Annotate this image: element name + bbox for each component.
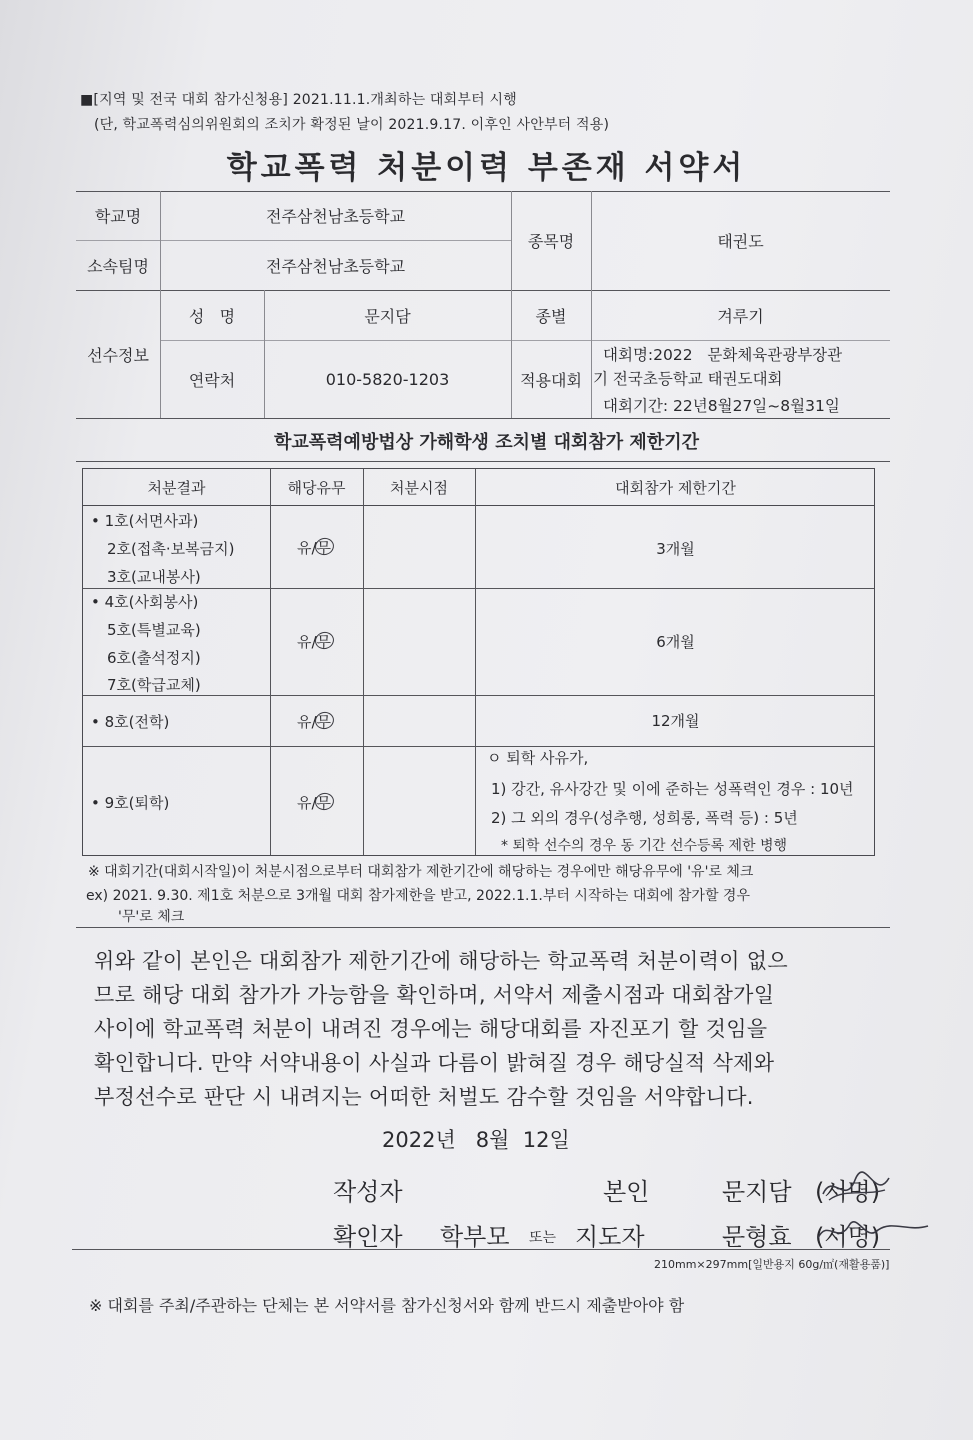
school-value: 전주삼천남초등학교 xyxy=(265,207,406,226)
competition-name-cont: 기 전국초등학교 태권도대회 xyxy=(593,370,783,388)
paper-spec: 210mm×297mm[일반용지 60g/㎡(재활용품)] xyxy=(654,1258,890,1271)
expulsion-reason-heading: ㅇ 퇴학 사유가, xyxy=(487,749,589,767)
sport-value: 태권도 xyxy=(717,232,764,251)
checker-label: 확인자 xyxy=(333,1223,403,1251)
event-value: 겨루기 xyxy=(717,306,764,326)
restriction-table xyxy=(82,468,875,856)
checker-role-parent: 학부모 xyxy=(440,1223,510,1251)
header-result: 처분결과 xyxy=(147,478,206,497)
school-label: 학교명 xyxy=(94,207,142,226)
pledge-date: 2022년 8월 12일 xyxy=(382,1128,570,1152)
restriction-period: 12개월 xyxy=(651,712,700,730)
checker-sign: (서명) xyxy=(815,1223,881,1251)
disposition-item: 7호(학급교체) xyxy=(107,676,201,694)
athlete-label: 선수정보 xyxy=(87,345,149,365)
restriction-period: 6개월 xyxy=(656,633,695,651)
note-1: ※ 대회기간(대회시작일)이 처분시점으로부터 대회참가 제한기간에 해당하는 경우에만 해당유무에 '유'로 체크 xyxy=(88,864,754,880)
disposition-item: 5호(특별교육) xyxy=(107,621,201,639)
disposition-item: 2호(접촉·보복금지) xyxy=(107,540,235,558)
disposition-item: • 1호(서면사과) xyxy=(91,512,199,530)
document-title: 학교폭력 처분이력 부존재 서약서 xyxy=(226,150,747,186)
checker-signature-scribble xyxy=(812,1212,932,1252)
event-label: 종별 xyxy=(535,306,567,326)
expulsion-reason-1: 1) 강간, 유사강간 및 이에 준하는 성폭력인 경우 : 10년 xyxy=(491,780,854,798)
disposition-item: • 8호(전학) xyxy=(91,713,170,731)
pledge-line: 사이에 학교폭력 처분이 내려진 경우에는 해당대회를 자진포기 할 것임을 xyxy=(94,1017,768,1041)
pledge-line: 위와 같이 본인은 대회참가 제한기간에 해당하는 학교폭력 처분이력이 없으 xyxy=(94,949,788,973)
yes-no-check: 유/무 xyxy=(297,713,332,731)
competition-label: 적용대회 xyxy=(520,370,582,390)
disposition-item: • 4호(사회봉사) xyxy=(91,593,199,611)
yes-no-check: 유/무 xyxy=(297,794,332,812)
pledge-text xyxy=(94,944,884,1114)
writer-label: 작성자 xyxy=(333,1178,403,1206)
expulsion-note: * 퇴학 선수의 경우 동 기간 선수등록 제한 병행 xyxy=(501,838,788,854)
checker-role-coach: 지도자 xyxy=(575,1223,645,1251)
team-value: 전주삼천남초등학교 xyxy=(265,256,406,276)
expulsion-reason-2: 2) 그 외의 경우(성추행, 성희롱, 폭력 등) : 5년 xyxy=(491,809,798,827)
yes-no-check: 유/무 xyxy=(297,539,332,557)
restriction-subtitle: 학교폭력예방법상 가해학생 조치별 대회참가 제한기간 xyxy=(274,432,699,453)
disposition-item: 6호(출석정지) xyxy=(107,649,201,667)
team-label: 소속팀명 xyxy=(87,256,149,276)
header-line-1: ■[지역 및 전국 대회 참가신청용] 2021.11.1.개최하는 대회부터 시행 xyxy=(80,92,517,108)
pledge-line: 므로 해당 대회 참가가 가능함을 확인하며, 서약서 제출시점과 대회참가일 xyxy=(94,983,775,1007)
pledge-line: 확인합니다. 만약 서약내용이 사실과 다름이 밝혀질 경우 해당실적 삭제와 xyxy=(94,1051,775,1075)
yes-no-check: 유/무 xyxy=(297,633,332,651)
name-value: 문지담 xyxy=(364,306,411,326)
note-3: '무'로 체크 xyxy=(118,909,185,925)
contact-value: 010-5820-1203 xyxy=(325,369,450,389)
disposition-item: • 9호(퇴학) xyxy=(91,794,170,812)
checker-name: 문형효 xyxy=(722,1223,792,1251)
checker-or: 또는 xyxy=(529,1230,557,1246)
competition-period: 대회기간: 22년8월27일~8월31일 xyxy=(603,397,840,415)
header-disposition-date: 처분시점 xyxy=(390,478,448,497)
header-line-2: (단, 학교폭력심의위원회의 조치가 확정된 날이 2021.9.17. 이후인 사안부터 적용) xyxy=(94,117,610,133)
pledge-line: 부정선수로 판단 시 내려지는 어떠한 처벌도 감수할 것임을 서약합니다. xyxy=(94,1085,754,1109)
circled-no-mark: 무 xyxy=(316,633,332,651)
name-label: 성 명 xyxy=(188,306,236,326)
circled-no-mark: 무 xyxy=(316,539,332,557)
note-2: ex) 2021. 9.30. 제1호 처분으로 3개월 대회 참가제한을 받고, 2022.1.1.부터 시작하는 대회에 참가할 경우 xyxy=(86,888,750,904)
writer-name: 문지담 xyxy=(722,1178,792,1206)
circled-no-mark: 무 xyxy=(316,794,332,812)
restriction-period: 3개월 xyxy=(656,540,695,558)
writer-sign: (서명) xyxy=(815,1178,881,1206)
sport-label: 종목명 xyxy=(527,232,575,251)
contact-label: 연락처 xyxy=(188,370,236,390)
disposition-item: 3호(교내봉사) xyxy=(107,568,201,586)
writer-role: 본인 xyxy=(603,1178,650,1206)
circled-no-mark: 무 xyxy=(316,713,332,731)
competition-name: 대회명:2022 문화체육관광부장관 xyxy=(603,346,843,364)
writer-signature-scribble xyxy=(815,1166,895,1210)
footer-note: ※ 대회를 주최/주관하는 단체는 본 서약서를 참가신청서와 함께 반드시 제출받아야 함 xyxy=(89,1296,685,1315)
header-restriction-period: 대회참가 제한기간 xyxy=(615,478,736,497)
header-applicable: 해당유무 xyxy=(287,478,346,497)
